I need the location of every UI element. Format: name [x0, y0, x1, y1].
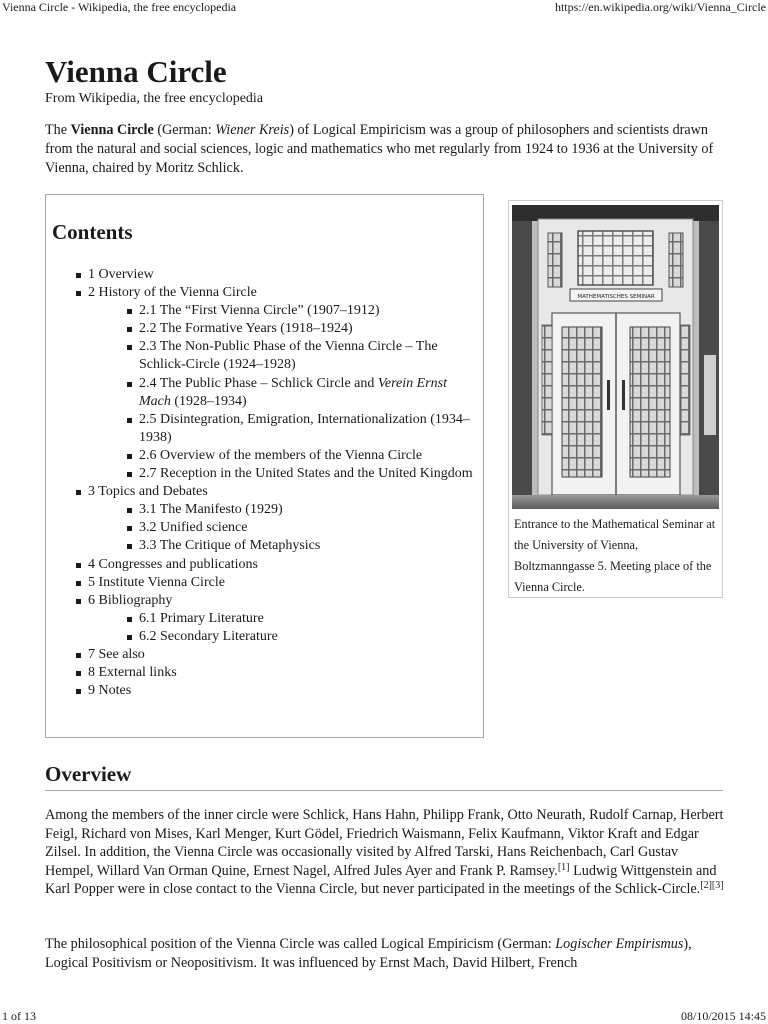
toc-item[interactable]	[126, 465, 475, 483]
toc-link-2-6[interactable]: 2.6 Overview of the members of the Vienna Circle	[139, 447, 423, 463]
toc-link-bibliography[interactable]: 6 Bibliography	[88, 592, 173, 608]
intro-text-start: The	[45, 122, 71, 138]
toc-sublist	[126, 501, 475, 555]
toc-item[interactable]	[126, 447, 475, 465]
toc-link-topics[interactable]: 3 Topics and Debates	[88, 484, 208, 500]
toc-sublist	[126, 302, 475, 483]
toc-item[interactable]	[75, 682, 475, 700]
reference-3[interactable]: [3]	[711, 880, 724, 891]
toc-link-3-3[interactable]: 3.3 The Critique of Metaphysics	[139, 538, 321, 554]
print-footer-page-count: 1 of 13	[2, 1009, 36, 1023]
overview-text-members: Among the members of the inner circle were Schlick, Hans Hahn, Philipp Frank, Otto Neurath, Rudolf Carnap, Herbert Feigl, Richard von Mises, Karl Menger, Kurt Gödel, Friedrich Waismann, Felix Kaufmann, Viktor Kraft and Edgar Zilsel. In addition, the Vienna Circle was occasionally visited by Alfred Tarski, Hans Reichenbach, Carl Gustav Hempel, Willard Van Orman Quine, Ernest Nagel, Alfred Jules Ayer and Frank P. Ramsey.	[45, 807, 724, 879]
toc-item[interactable]	[126, 610, 475, 628]
toc-item[interactable]	[75, 284, 475, 483]
toc-item[interactable]	[126, 320, 475, 338]
toc-item[interactable]	[126, 628, 475, 646]
toc-item[interactable]	[75, 664, 475, 682]
article-tagline: From Wikipedia, the free encyclopedia	[45, 91, 264, 106]
seminar-sign-text: MATHEMATISCHES SEMINAR	[577, 294, 655, 300]
toc-link-external-links[interactable]: 8 External links	[88, 665, 177, 681]
toc-item[interactable]	[126, 537, 475, 555]
toc-link-2-2[interactable]: 2.2 The Formative Years (1918–1924)	[139, 321, 353, 337]
print-header-url[interactable]: https://en.wikipedia.org/wiki/Vienna_Circle	[554, 0, 766, 14]
intro-text-german: (German:	[153, 122, 216, 138]
toc-item[interactable]	[75, 266, 475, 284]
toc-link-6-1[interactable]: 6.1 Primary Literature	[139, 610, 264, 626]
toc-item[interactable]	[75, 556, 475, 574]
toc-item[interactable]	[126, 338, 475, 374]
toc-item[interactable]	[75, 592, 475, 646]
intro-text-rest: ) of Logical Empiricism was a group of philosophers and scientists drawn from the natural and social sciences, logic and mathematics who met regularly from 1924 to 1936 at the University of Vienna, chaired by Moritz Schlick.	[45, 122, 714, 176]
toc-link-3-2[interactable]: 3.2 Unified science	[139, 520, 248, 536]
intro-german-name: Wiener Kreis	[215, 122, 290, 138]
overview-paragraph-1	[45, 806, 725, 899]
toc-item[interactable]	[75, 574, 475, 592]
reference-2[interactable]: [2]	[700, 880, 712, 891]
overview-heading: Overview	[45, 762, 132, 786]
toc-link-2-1[interactable]: 2.1 The “First Vienna Circle” (1907–1912)	[139, 303, 380, 319]
entrance-photo[interactable]	[512, 205, 719, 509]
toc-item[interactable]	[126, 411, 475, 447]
toc-link-3-1[interactable]: 3.1 The Manifesto (1929)	[139, 502, 283, 518]
toc-link-2-7[interactable]: 2.7 Reception in the United States and the United Kingdom	[139, 466, 473, 482]
figure-caption: Entrance to the Mathematical Seminar at the University of Vienna, Boltzmanngasse 5. Meeting place of the Vienna Circle.	[514, 517, 716, 594]
toc-link-2-5[interactable]: 2.5 Disintegration, Emigration, Internationalization (1934–1938)	[139, 411, 470, 445]
heading-divider	[45, 790, 723, 791]
toc-list	[75, 266, 475, 700]
print-header-title: Vienna Circle - Wikipedia, the free encyclopedia	[2, 0, 237, 14]
toc-item[interactable]	[75, 483, 475, 555]
overview-paragraph-2	[45, 935, 725, 973]
toc-link-history[interactable]: 2 History of the Vienna Circle	[88, 285, 257, 301]
toc-item[interactable]	[126, 501, 475, 519]
reference-1[interactable]: [1]	[557, 861, 570, 873]
toc-item[interactable]	[126, 302, 475, 320]
overview-text-position: The philosophical position of the Vienna Circle was called Logical Empiricism (German:	[45, 936, 556, 952]
intro-subject: Vienna Circle	[70, 122, 154, 138]
toc-link-overview[interactable]: 1 Overview	[88, 267, 154, 282]
toc-link-congresses[interactable]: 4 Congresses and publications	[88, 556, 258, 572]
toc-link-notes[interactable]: 9 Notes	[88, 683, 132, 699]
toc-sublist	[126, 610, 475, 646]
toc-item[interactable]	[75, 646, 475, 664]
intro-paragraph	[45, 121, 725, 178]
print-footer-timestamp: 08/10/2015 14:45	[680, 1009, 766, 1023]
overview-german-term: Logischer Empirismus	[555, 936, 684, 952]
toc-item[interactable]	[126, 375, 475, 411]
toc-link-see-also[interactable]: 7 See also	[88, 646, 145, 662]
toc-link-6-2[interactable]: 6.2 Secondary Literature	[139, 628, 278, 644]
toc-link-2-4-years[interactable]: (1928–1934)	[170, 393, 247, 409]
thumbnail-figure	[508, 200, 723, 598]
overview-text-influence: ), Logical Positivism or Neopositivism. It was influenced by Ernst Mach, David Hilbert, French	[45, 936, 692, 971]
toc-title: Contents	[52, 220, 133, 244]
toc-link-2-4-italic[interactable]: Verein Ernst Mach	[139, 375, 447, 409]
toc-link-institute[interactable]: 5 Institute Vienna Circle	[88, 574, 225, 590]
article-title: Vienna Circle	[45, 54, 227, 89]
toc-item[interactable]	[126, 519, 475, 537]
overview-text-wittgenstein: Ludwig Wittgenstein and Karl Popper were in close contact to the Vienna Circle, but never participated in the meetings of the Schlick-Circle.	[45, 862, 717, 897]
toc-link-2-3[interactable]: 2.3 The Non-Public Phase of the Vienna Circle – The Schlick-Circle (1924–1928)	[139, 339, 438, 373]
toc-link-2-4[interactable]: 2.4 The Public Phase – Schlick Circle and	[139, 375, 378, 391]
table-of-contents	[45, 194, 484, 738]
